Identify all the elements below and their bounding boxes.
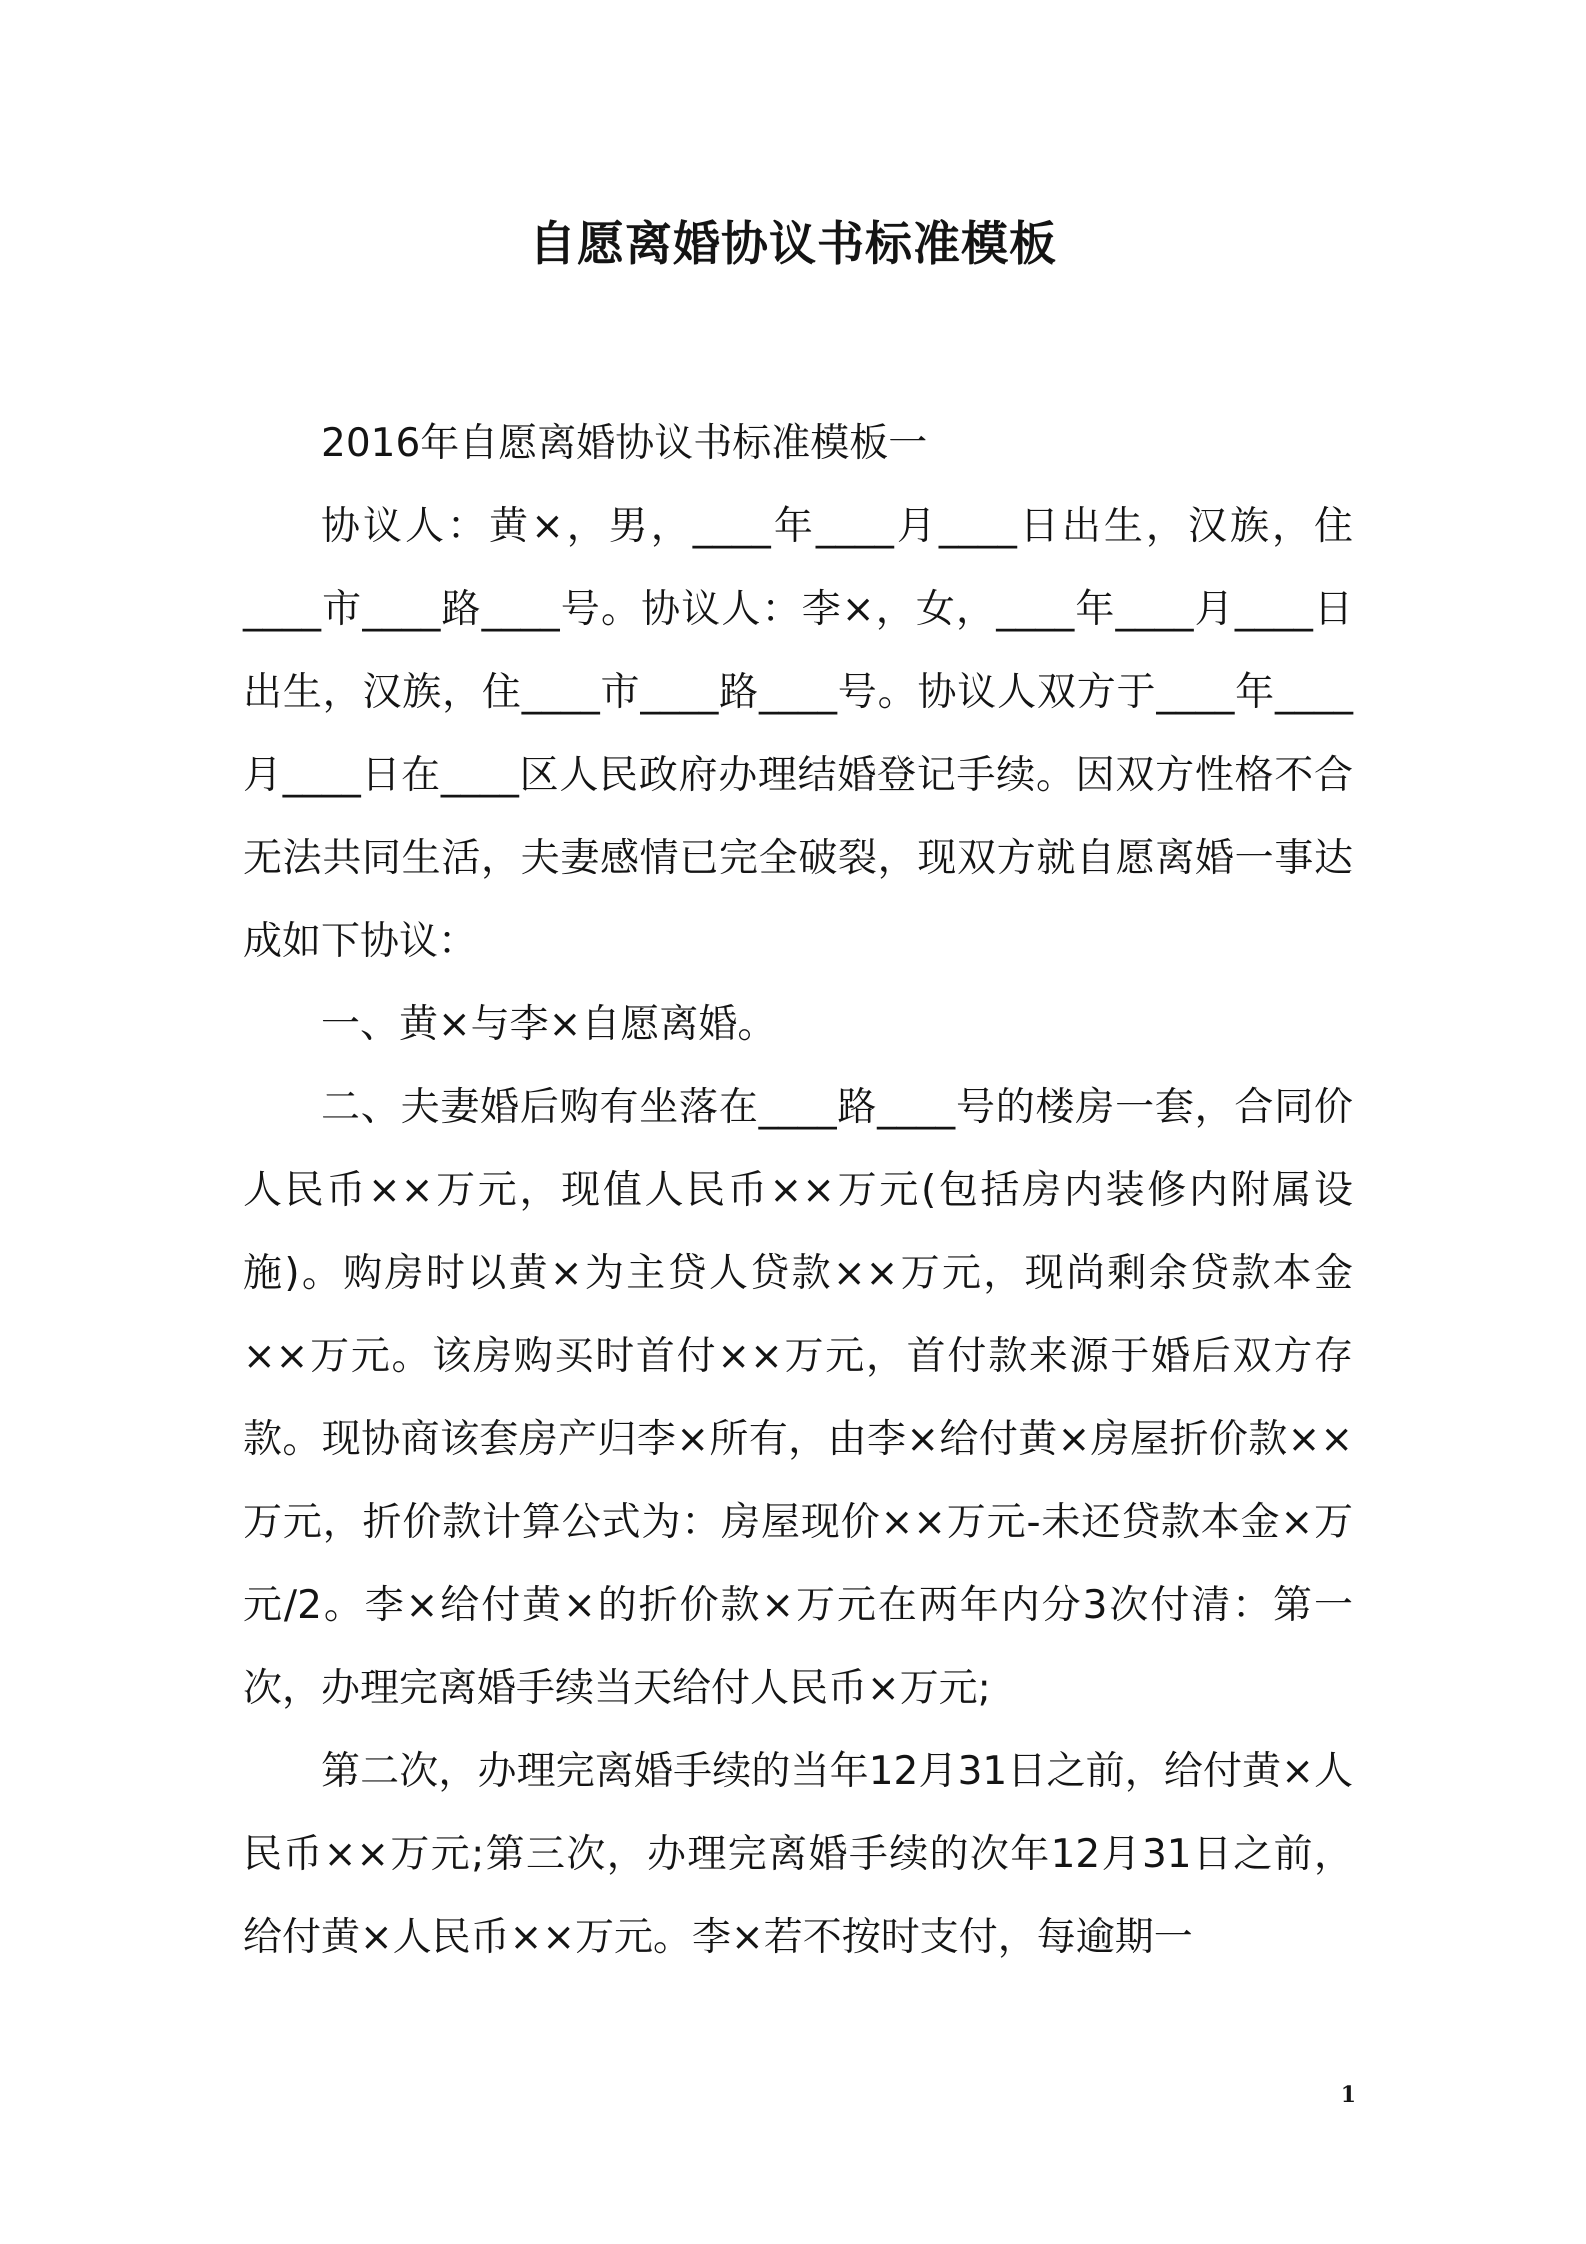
page-number: 1 [1340,2082,1356,2108]
paragraph-parties: 协议人：黄×，男，____年____月____日出生，汉族，住____市____路____号。协议人：李×，女，____年____月____日出生，汉族，住____市____路____号。协议人双方于____年____月____日在____区人民政府办理结婚登记手续。因双方性格不合无法共同生活，夫妻感情已完全破裂，现双方就自愿离婚一事达成如下协议： [243,504,1353,964]
paragraph-clause-two: 二、夫妻婚后购有坐落在____路____号的楼房一套，合同价人民币××万元，现值人民币××万元(包括房内装修内附属设施)。购房时以黄×为主贷人贷款××万元，现尚剩余贷款本金××万元。该房购买时首付××万元，首付款来源于婚后双方存款。现协商该套房产归李×所有，由李×给付黄×房屋折价款××万元，折价款计算公式为：房屋现价××万元-未还贷款本金×万元/2。李×给付黄×的折价款×万元在两年内分3次付清：第一次，办理完离婚手续当天给付人民币×万元; [243,1085,1353,1711]
paragraph-clause-one: 一、黄×与李×自愿离婚。 [321,1002,777,1047]
document-title: 自愿离婚协议书标准模板 [529,217,1057,272]
paragraph-payment-schedule: 第二次，办理完离婚手续的当年12月31日之前，给付黄×人民币××万元;第三次，办理完离婚手续的次年12月31日之前，给付黄×人民币××万元。李×若不按时支付，每逾期一 [243,1749,1353,1960]
paragraph-subtitle: 2016年自愿离婚协议书标准模板一 [321,421,928,466]
document-body [243,402,1353,1979]
